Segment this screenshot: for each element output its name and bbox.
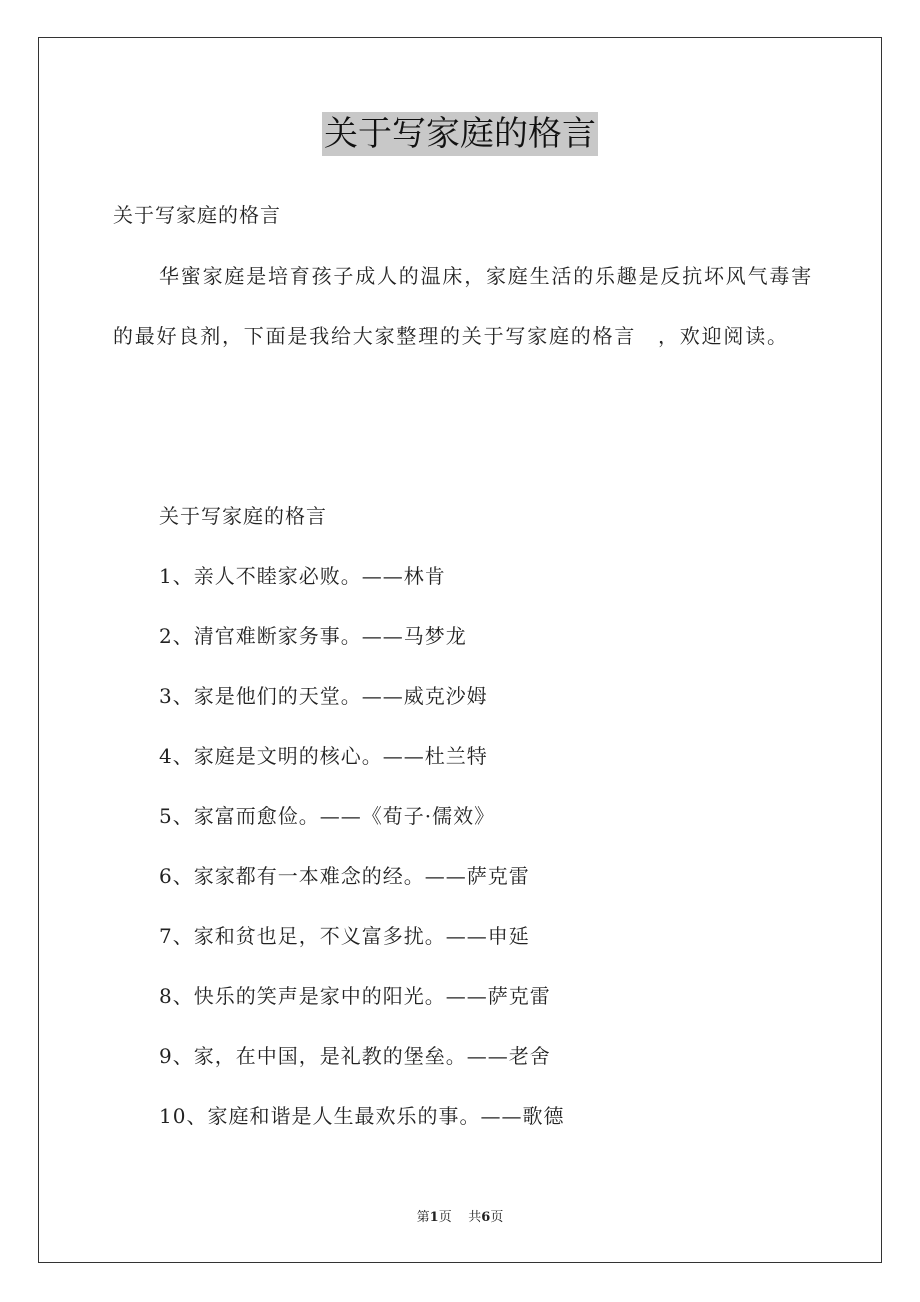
quote-item: 7、家和贫也足，不义富多扰。——申延 bbox=[159, 924, 530, 948]
quote-item: 4、家庭是文明的核心。——杜兰特 bbox=[159, 744, 488, 768]
quote-item: 6、家家都有一本难念的经。——萨克雷 bbox=[159, 864, 530, 888]
page-suffix: 页 bbox=[438, 1210, 452, 1225]
quote-item: 9、家，在中国，是礼教的堡垒。——老舍 bbox=[159, 1044, 551, 1068]
total-prefix: 共 bbox=[468, 1210, 482, 1225]
page-prefix: 第 bbox=[416, 1210, 430, 1225]
quote-item: 10、家庭和谐是人生最欢乐的事。——歌德 bbox=[159, 1104, 565, 1128]
quote-list-heading: 关于写家庭的格言 bbox=[159, 504, 327, 528]
page-footer bbox=[0, 1206, 920, 1225]
quote-item: 5、家富而愈俭。——《荀子·儒效》 bbox=[159, 804, 496, 828]
page-number: 1 bbox=[429, 1210, 439, 1225]
quote-list bbox=[159, 561, 564, 1161]
quote-item: 3、家是他们的天堂。——威克沙姆 bbox=[159, 684, 488, 708]
quote-item: 1、亲人不睦家必败。——林肯 bbox=[159, 564, 446, 588]
document-title: 关于写家庭的格言 bbox=[324, 114, 596, 154]
intro-paragraph: 华蜜家庭是培育孩子成人的温床，家庭生活的乐趣是反抗坏风气毒害的最好良剂，下面是我给大家整理的关于写家庭的格言 ，欢迎阅读。 bbox=[113, 264, 813, 348]
total-suffix: 页 bbox=[490, 1210, 504, 1225]
quote-item: 8、快乐的笑声是家中的阳光。——萨克雷 bbox=[159, 984, 551, 1008]
title-container bbox=[0, 112, 920, 156]
quote-item: 2、清官难断家务事。——马梦龙 bbox=[159, 624, 467, 648]
document-subheading: 关于写家庭的格言 bbox=[113, 203, 281, 227]
total-pages: 6 bbox=[481, 1210, 491, 1225]
